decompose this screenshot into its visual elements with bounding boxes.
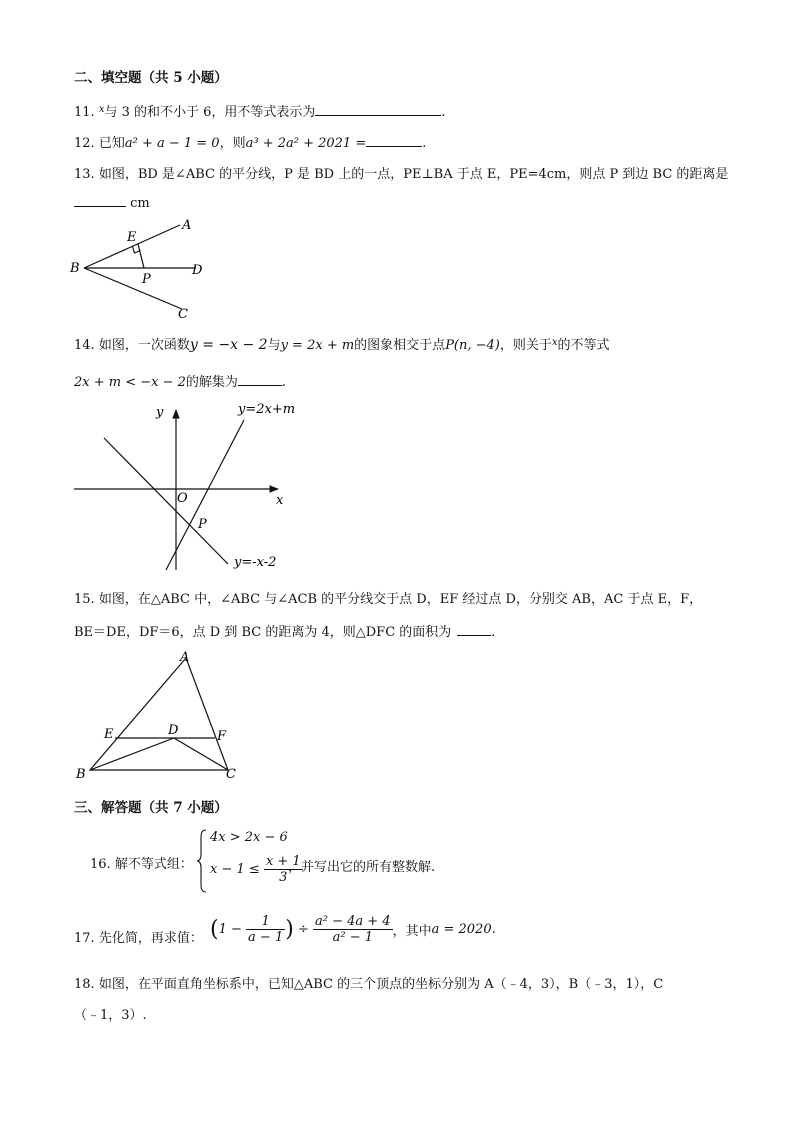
q14-function-1: y = −x − 2	[189, 337, 268, 353]
q16-fraction-numerator: x + 1	[265, 854, 301, 869]
q13-number: 13.	[74, 167, 95, 182]
q14-point: P(n, −4)	[445, 338, 500, 353]
q17-text: 先化简，再求值：	[98, 931, 203, 946]
question-13	[74, 163, 728, 182]
q14-text-d: ，则关于	[499, 338, 552, 353]
q14-figure	[66, 398, 326, 574]
q11-text: 与 3 的和不小于 6，用不等式表示为	[104, 105, 316, 120]
label-f: F	[217, 729, 227, 744]
question-13-line2	[74, 194, 150, 211]
q17-main-numerator: a² − 4a + 4	[315, 914, 391, 929]
line-y-neg-x-minus-2	[104, 438, 228, 564]
label-e: E	[127, 230, 137, 245]
q14-text-a: 如图，一次函数	[98, 338, 190, 353]
q15-line2: BE＝DE，DF＝6，点 D 到 BC 的距离为 4，则△DFC 的面积为	[74, 625, 452, 640]
q17-inner-fraction	[246, 914, 285, 945]
question-17	[74, 927, 203, 946]
question-14	[74, 334, 610, 353]
label-a: A	[182, 218, 192, 233]
q15-line1: 如图，在△ABC 中，∠ABC 与∠ACB 的平分线交于点 D，EF 经过点 D，分别交 AB，AC 于点 E，F，	[98, 592, 703, 607]
q17-condition: a = 2020	[431, 922, 492, 937]
label-d: D	[192, 263, 203, 278]
segment-bd	[90, 738, 174, 770]
question-12	[74, 132, 426, 151]
triangle-abc	[90, 658, 228, 770]
q12-number: 12.	[74, 136, 95, 151]
q12-mid: ，则	[219, 136, 246, 151]
q12-answer-blank[interactable]	[366, 134, 422, 147]
origin-label: O	[177, 491, 188, 506]
q15-figure	[66, 644, 256, 786]
q16-brace	[196, 828, 208, 894]
x-axis-label: x	[276, 493, 284, 508]
label-b: B	[76, 767, 86, 782]
q11-var: x	[98, 104, 105, 115]
q17-divide-op: ÷	[297, 922, 309, 937]
q17-inner-denominator: a − 1	[248, 930, 284, 945]
label-c: C	[178, 307, 188, 322]
q17-left-paren: (	[210, 917, 219, 942]
q13-line1: 如图，BD 是∠ABC 的平分线，P 是 BD 上的一点，PE⊥BA 于点 E，PE=4cm，则点 P 到边 BC 的距离是	[98, 167, 729, 182]
q11-number: 11.	[74, 105, 95, 120]
label-d: D	[168, 723, 179, 738]
label-b: B	[70, 261, 80, 276]
q14-function-2: y = 2x + m	[280, 338, 355, 353]
q13-figure	[66, 214, 226, 324]
q17-inner-numerator: 1	[246, 914, 285, 930]
q15-end: .	[491, 625, 496, 640]
section-3-title: 三、解答题（共 7 小题）	[74, 800, 228, 816]
q14-var: x	[551, 337, 558, 348]
q17-expression	[210, 914, 496, 945]
q12-equation-2: a³ + 2a² + 2021 =	[245, 136, 367, 151]
q12-equation-1: a² + a − 1 = 0	[124, 136, 220, 151]
q17-end: .	[491, 922, 496, 937]
q16-tail: ，并写出它的所有整数解.	[288, 860, 436, 875]
q14-number: 14.	[74, 338, 95, 353]
q16-text: 解不等式组：	[114, 857, 193, 872]
q12-pre: 已知	[98, 136, 125, 151]
q18-line1: 如图，在平面直角坐标系中，已知△ABC 的三个顶点的坐标分别为 A（﹣4，3），B（﹣3，1），C	[98, 977, 664, 992]
y-axis-label: y	[156, 405, 164, 420]
q14-answer-blank[interactable]	[238, 373, 282, 386]
q16-ineq2-left: x − 1 ≤	[210, 862, 260, 877]
section-2-title: 二、填空题（共 5 小题）	[74, 70, 228, 86]
question-14-line2	[74, 371, 286, 390]
q17-main-fraction	[313, 914, 393, 945]
point-p-label: P	[198, 517, 207, 532]
q16-inequality-1: 4x > 2x − 6	[210, 830, 288, 845]
ray-bc	[84, 268, 182, 309]
question-18-line2: （﹣1，3）.	[74, 1008, 147, 1023]
q17-main-denominator: a² − 1	[332, 930, 373, 945]
label-p: P	[142, 272, 151, 287]
q17-paren-left: 1 −	[218, 922, 242, 937]
q14-text-e: 的不等式	[557, 338, 610, 353]
q14-end: .	[281, 375, 287, 390]
question-15-line2	[74, 621, 495, 640]
q14-inequality: 2x + m < −x − 2	[74, 375, 186, 390]
question-11	[74, 101, 446, 120]
line-a-label: y=2x+m	[238, 402, 296, 417]
q15-answer-blank[interactable]	[457, 623, 491, 636]
question-16	[90, 853, 193, 872]
q17-tail: ，其中	[392, 924, 432, 939]
q11-answer-blank[interactable]	[315, 103, 441, 116]
label-a: A	[180, 650, 190, 665]
question-15	[74, 588, 702, 607]
segment-pe	[138, 244, 144, 268]
q13-answer-blank[interactable]	[74, 194, 126, 207]
label-e: E	[104, 727, 114, 742]
q17-right-paren: )	[285, 917, 294, 942]
q12-end: .	[422, 136, 427, 151]
q16-fraction-denominator: 3	[279, 870, 288, 885]
q14-text-c: 的图象相交于点	[354, 338, 446, 353]
question-18	[74, 973, 663, 992]
q14-text-2: 的解集为	[185, 375, 238, 390]
q11-end: .	[441, 105, 446, 120]
label-c: C	[226, 767, 236, 782]
q17-number: 17.	[74, 931, 95, 946]
q16-number: 16.	[90, 857, 111, 872]
q18-number: 18.	[74, 977, 95, 992]
q15-number: 15.	[74, 592, 95, 607]
q13-unit: cm	[130, 196, 150, 211]
q14-text-b: 与	[267, 338, 281, 353]
line-b-label: y=-x-2	[234, 555, 277, 570]
